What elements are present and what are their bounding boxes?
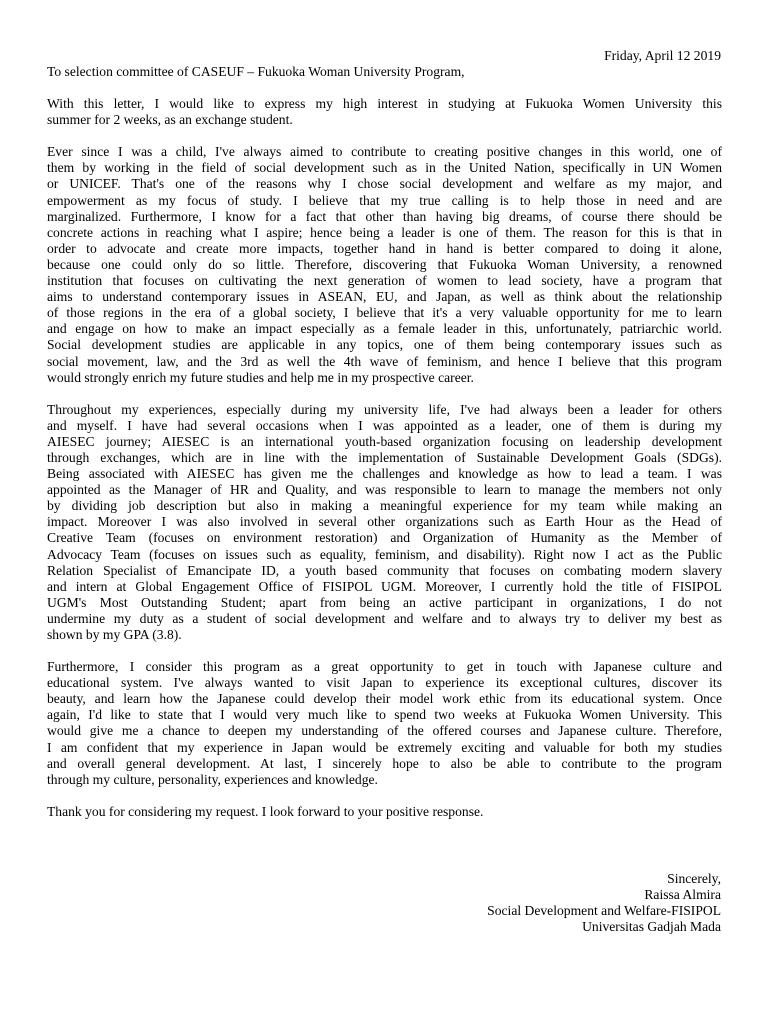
paragraph-line: Throughout my experiences, especially during my university life, I've had always been a leader for others xyxy=(47,401,722,417)
paragraph-line: Creative Team (focuses on environment restoration) and Organization of Humanity as the Member of xyxy=(47,530,722,546)
paragraph-line: would give me a chance to deepen my understanding of the offered courses and Japanese culture. Therefore, xyxy=(47,723,722,739)
paragraph-1 xyxy=(47,96,722,128)
paragraph-line: institution that focuses on cultivating the next generation of women to lead society, have a program that xyxy=(47,273,722,289)
paragraph-line: beauty, and learn how the Japanese could develop their model work ethic from its educational system. Once xyxy=(47,691,722,707)
paragraph-line: Relation Specialist of Emancipate ID, a youth based community that focuses on combating modern slavery xyxy=(47,562,722,578)
letter-date: Friday, April 12 2019 xyxy=(604,48,721,63)
paragraph-line: order to advocate and create more impacts, together hand in hand is better compared to doing it alone, xyxy=(47,240,722,256)
paragraph-3 xyxy=(47,402,722,643)
paragraph-line: AIESEC journey; AIESEC is an international youth-based organization focusing on leadership development xyxy=(47,433,722,449)
letter-body xyxy=(47,64,722,836)
paragraph-5 xyxy=(47,804,722,820)
paragraph-line: Thank you for considering my request. I look forward to your positive response. xyxy=(47,803,484,819)
paragraph-2 xyxy=(47,144,722,385)
signature-department: Social Development and Welfare-FISIPOL xyxy=(487,903,721,919)
paragraph-line: With this letter, I would like to express my high interest in studying at Fukuoka Women University this xyxy=(47,96,722,112)
paragraph-line: I am confident that my experience in Japan would be extremely exciting and valuable for both my studies xyxy=(47,739,722,755)
paragraph-line: undermine my duty as a student of social development and welfare and to always try to deliver my best as xyxy=(47,610,722,626)
paragraph-line: concrete actions in reaching what I aspire; hence being a leader is one of them. The reason for this is that in xyxy=(47,224,722,240)
paragraph-line: again, I'd like to state that I would very much like to spend two weeks at Fukuoka Women University. This xyxy=(47,707,722,723)
paragraph-line: of those regions in the era of a global society, I believe that it's a very valuable opportunity for me to learn xyxy=(47,305,722,321)
paragraph-line: through my culture, personality, experiences and knowledge. xyxy=(47,771,378,787)
signature-name: Raissa Almira xyxy=(644,887,721,903)
paragraph-line: through exchanges, which are in line with the implementation of Sustainable Development Goals (SDGs). xyxy=(47,449,722,465)
paragraph-line: shown by my GPA (3.8). xyxy=(47,627,182,642)
paragraph-line: because one could only do so little. Therefore, discovering that Fukuoka Woman University, a renowned xyxy=(47,256,722,272)
paragraph-line: and myself. I have had several occasions when I was appointed as a leader, one of them is during my xyxy=(47,417,722,433)
paragraphs xyxy=(47,96,722,820)
salutation: To selection committee of CASEUF – Fukuoka Woman University Program, xyxy=(47,64,465,79)
paragraph-line: and overall general development. At last, I sincerely hope to also be able to contribute to the program xyxy=(47,755,722,771)
paragraph-line: by dividing job description but also in making a meaningful experience for my team while making an xyxy=(47,498,722,514)
paragraph-4 xyxy=(47,659,722,788)
paragraph-line: would strongly enrich my future studies and help me in my prospective career. xyxy=(47,369,474,385)
paragraph-line: UGM's Most Outstanding Student; apart from being an active participant in organizations, I do not xyxy=(47,594,722,610)
paragraph-line: Furthermore, I consider this program as a great opportunity to get in touch with Japanese culture and xyxy=(47,659,722,675)
paragraph-line: Being associated with AIESEC has given me the challenges and knowledge as how to lead a team. I was xyxy=(47,466,722,482)
paragraph-line: summer for 2 weeks, as an exchange student. xyxy=(47,112,293,128)
paragraph-line: empowerment as my focus of study. I believe that my true calling is to help those in need and are xyxy=(47,192,722,208)
paragraph-line: social movement, law, and the 3rd as well the 4th wave of feminism, and hence I believe that this program xyxy=(47,353,722,369)
paragraph-line: and intern at Global Engagement Office of FISIPOL UGM. Moreover, I currently hold the title of FISIPOL xyxy=(47,578,722,594)
paragraph-line: Advocacy Team (focuses on issues such as equality, feminism, and disability). Right now I act as the Public xyxy=(47,546,722,562)
paragraph-line: aims to understand contemporary issues in ASEAN, EU, and Japan, as well as think about the relationship xyxy=(47,289,722,305)
paragraph-line: Ever since I was a child, I've always aimed to contribute to creating positive changes in this world, one of xyxy=(47,144,722,160)
paragraph-line: or UNICEF. That's one of the reasons why I chose social development and welfare as my major, and xyxy=(47,176,722,192)
paragraph-line: and engage on how to make an impact especially as a female leader in this, unfortunately, patriarchic world. xyxy=(47,321,722,337)
paragraph-line: educational system. I've always wanted to visit Japan to experience its exceptional cultures, discover its xyxy=(47,675,722,691)
paragraph-line: impact. Moreover I was also involved in several other organizations such as Earth Hour as the Head of xyxy=(47,514,722,530)
paragraph-line: Social development studies are applicable in any topics, one of them being contemporary issues such as xyxy=(47,337,722,353)
signature-block xyxy=(487,871,721,935)
paragraph-line: marginalized. Furthermore, I know for a fact that other than having big dreams, of course there should be xyxy=(47,208,722,224)
paragraph-line: them by working in the field of social development such as in the United Nation, specifically in UN Women xyxy=(47,160,722,176)
paragraph-line: appointed as the Manager of HR and Quality, and was responsible to learn to manage the members not only xyxy=(47,482,722,498)
signature-closing: Sincerely, xyxy=(667,871,721,886)
signature-university: Universitas Gadjah Mada xyxy=(582,919,721,935)
